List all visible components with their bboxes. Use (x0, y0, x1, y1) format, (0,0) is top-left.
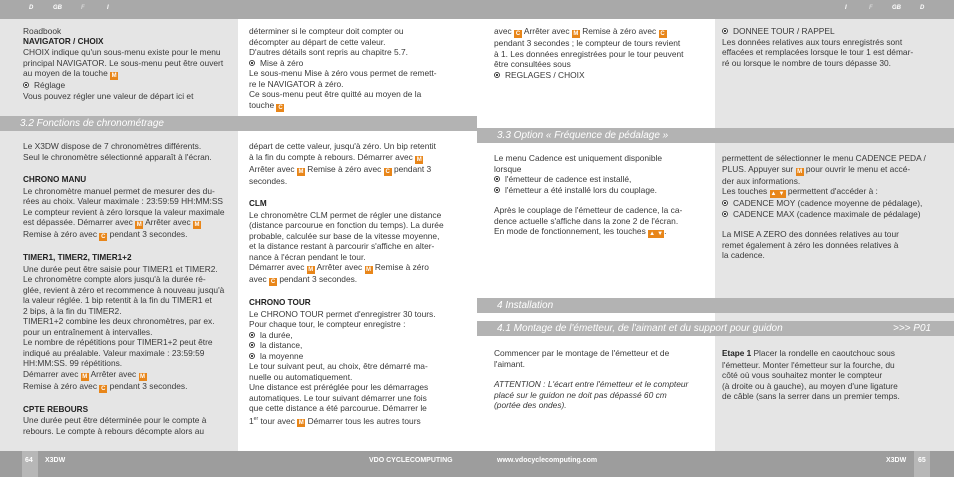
section-heading-3-2: 3.2 Fonctions de chronométrage (0, 116, 477, 131)
left-col1-main: Le X3DW dispose de 7 chronomètres différents. Seul le chronomètre sélectionné apparaît à l'écran. CHRONO MANU Le chronomètre manuel permet de mesurer des du- rées au choix. Valeur maximale : 23:59:59 HH:MM:SS Le compteur revient à zéro lorsque la valeur maximale est dépassée. Démarrer avec M Arrêter avec M Remise à zéro avec C pendant 3 secondes. TIMER1, TIMER2, TIMER1+2 Une durée peut être saisie pour TIMER1 et TIMER2. Le chronomètre compte alors jusqu'à la durée ré- glée, revient à zéro et recommence à nouveau jusqu'à la valeur réglée. 1 bip retentit à la fin du TIMER1 et 2 bips, à la fin du TIMER2. TIMER1+2 combine les deux chronomètres, par ex. pour un entraînement à intervalles. Le nombre de répétitions pour TIMER1+2 peut être indiqué au préalable. Valeur maximale : 23:59:59 HH:MM:SS. 99 répétitions. Démarrer avec M Arrêter avec M Remise à zéro avec C pendant 3 secondes. CPTE REBOURS Une durée peut être déterminée pour le compte à rebours. Le compte à rebours décompte alors au (23, 141, 236, 436)
section-heading-3-3: 3.3 Option « Fréquence de pédalage » (477, 128, 954, 143)
text-line: que cette distance a été parcourue. Démarrer le (249, 403, 427, 413)
down-key-icon: ▼ (778, 191, 785, 197)
text-line: au moyen de la touche (23, 68, 108, 78)
text-line: (distance parcourue en fonction du temps). La durée (249, 220, 444, 230)
text-line: TIMER1+2 combine les deux chronomètres, par ex. (23, 316, 215, 326)
m-key-icon: M (140, 373, 146, 380)
text-line: effacées et remplacées lorsque le tour 1 est démar- (722, 47, 914, 57)
m-key-icon: M (573, 31, 579, 37)
c-key-icon: C (101, 234, 106, 240)
text-line: la valeur réglée. 1 bip retentit à la fin du TIMER1 et (23, 295, 212, 305)
text-line: l'aimant. (494, 358, 525, 369)
bullet-text: Mise à zéro (260, 57, 304, 68)
text-line: Le X3DW dispose de 7 chronomètres différents. (23, 141, 202, 151)
text-line: pendant 3 secondes ; le compteur de tours revient (494, 38, 681, 48)
text-line: de câble (sans la serrer dans un premier temps. (722, 391, 900, 401)
text-line: Le nombre de répétitions pour TIMER1+2 peut être (23, 337, 213, 347)
m-key-icon: M (298, 168, 304, 175)
header-bar-right (477, 0, 954, 19)
text-line: départ de cette valeur, jusqu'à zéro. Un bip retentit (249, 141, 436, 151)
page-reference: >>> P01 (893, 323, 932, 334)
text-line: nuelle ou automatiquement. (249, 371, 353, 382)
text-line: Le compteur revient à zéro lorsque la valeur maximale (23, 206, 225, 217)
text-line: Le chronomètre CLM permet de régler une distance (249, 209, 442, 220)
text-line: La MISE A ZERO des données relatives au tour (722, 229, 899, 239)
text-line: automatiques. Le tour suivant démarrer une fois (249, 392, 427, 403)
footer-model-right: X3DW (886, 457, 907, 464)
page-number-box-left (22, 451, 38, 477)
text-line: Le CHRONO TOUR permet d'enregistrer 30 tours. (249, 308, 436, 319)
text-line: Une durée peut être saisie pour TIMER1 et TIMER2. (23, 263, 218, 274)
right-col4-top: DONNEE TOUR / RAPPEL Les données relatives aux tours enregistrés sont effacées et remplacées lorsque le tour 1 est démar- ré ou lorsque le nombre de tours dépasse 30. (722, 26, 950, 68)
subheading: CHRONO TOUR (249, 298, 311, 307)
text-line: côté où vous souhaitez monter le compteur (722, 370, 883, 380)
text-line: Les données relatives aux tours enregistrés sont (722, 36, 903, 47)
text-line: décompter au départ de cette valeur. (249, 36, 386, 47)
text-line: l'émetteur. Monter l'émetteur sur la fourche, du (722, 359, 895, 370)
text-line: et la distance restant à parcourir s'affiche en alter- (249, 241, 435, 251)
text-line: Une durée peut être déterminée pour le compte à (23, 415, 207, 425)
text-line: glée, revient à zéro et recommence à nouveau jusqu'à (23, 284, 225, 295)
bullet-icon (722, 200, 728, 206)
c-key-icon: C (101, 385, 106, 392)
bullet-icon (722, 28, 728, 34)
lang-gb-right: GB (892, 5, 901, 11)
c-key-icon: C (660, 31, 665, 37)
text-line: pour un entraînement à intervalles. (23, 326, 153, 337)
text-line: rebours. Le compte à rebours décompte alors au (23, 425, 205, 436)
right-col3-main: Le menu Cadence est uniquement disponible lorsque l'émetteur de cadence est installé, l'émetteur a été installé lors du couplage. Après le couplage de l'émetteur de cadence, la ca- dence actuelle s'affiche dans la zone 2 de l'écran. En mode de fonctionnement, les touches ▲ ▼. (494, 153, 714, 238)
page-number-left: 64 (25, 457, 33, 464)
text-line: Ce sous-menu peut être quitté au moyen de la (249, 89, 422, 99)
left-col2-top (249, 26, 474, 112)
down-key-icon: ▼ (657, 231, 664, 237)
lang-i-left: I (107, 5, 109, 11)
up-key-icon: ▲ (649, 231, 656, 237)
text-line: déterminer si le compteur doit compter ou (249, 26, 404, 36)
text-line: Le sous-menu Mise à zéro vous permet de remett- (249, 68, 437, 78)
footer-url: www.vdocyclecomputing.com (497, 457, 598, 464)
bullet-icon (249, 353, 255, 359)
text-line: Roadbook (23, 26, 62, 36)
text-line: Commencer par le montage de l'émetteur et de (494, 348, 670, 358)
text-line: Le tour suivant peut, au choix, être démarré ma- (249, 361, 428, 371)
m-key-icon: M (82, 373, 88, 380)
text-line: dence actuelle s'affiche dans la zone 2 de l'écran. (494, 215, 679, 226)
text-line: CHOIX indique qu'un sous-menu existe pour le menu (23, 47, 221, 57)
warning-text: placé sur le guidon ne doit pas dépassé 60 cm (494, 389, 667, 400)
step-heading: Etape 1 (722, 349, 752, 358)
c-key-icon: C (385, 168, 390, 175)
text-line: der aux informations. (722, 175, 801, 186)
lang-gb-left: GB (53, 5, 62, 11)
left-col2-main: départ de cette valeur, jusqu'à zéro. Un bip retentit à la fin du compte à rebours. Démarrer avec M Arrêter avec M Remise à zéro avec C pendant 3 secondes. CLM Le chronomètre CLM permet de régler une distance (distance parcourue en fonction du temps). La durée probable, calculée sur base de la vitesse moyenne, et la distance restant à parcourir s'affiche en alter- nance à l'écran pendant le tour. Démarrer avec M Arrêter avec M Remise à zéro avec C pendant 3 secondes. CHRONO TOUR Le CHRONO TOUR permet d'enregistrer 30 tours. Pour chaque tour, le compteur enregistre : la durée, la distance, la moyenne Le tour suivant peut, au choix, être démarré ma- nuelle ou automatiquement. Une distance est préréglée pour les démarrages automatiques. Le tour suivant démarrer une fois que cette distance a été parcourue. Démarrer le 1er tour avec M Démarrer tous les autres tours (249, 141, 474, 427)
footer-bar-right (477, 451, 954, 477)
warning-text: (portée des ondes). (494, 400, 567, 410)
c-key-icon: C (278, 104, 283, 111)
text-line: indiqué au préalable. Valeur maximale : 23:59:59 (23, 347, 205, 358)
subheading: TIMER1, TIMER2, TIMER1+2 (23, 253, 132, 262)
m-key-icon: M (797, 168, 803, 175)
text-line: 2 bips, à la fin du TIMER2. (23, 305, 122, 316)
right-col3-bottom (494, 348, 714, 411)
subheading: CLM (249, 199, 267, 208)
footer-bar-left (0, 451, 477, 477)
text-line: secondes. (249, 175, 288, 186)
text-line: HH:MM:SS. 99 répétitions. (23, 358, 123, 368)
text-line: principal NAVIGATOR. Le sous-menu peut être ouvert (23, 57, 224, 68)
up-key-icon: ▲ (770, 191, 777, 197)
m-key-icon: M (111, 73, 117, 79)
c-key-icon: C (270, 279, 276, 285)
lang-d-left: D (29, 5, 34, 11)
bullet-icon (494, 187, 500, 193)
text-line: remet également à zéro les données relatives à (722, 239, 899, 250)
bullet-icon (494, 176, 500, 182)
text-line: Seul le chronomètre sélectionné apparaît à l'écran. (23, 151, 212, 162)
text-line: permettent de sélectionner le menu CADENCE PEDA / (722, 153, 926, 163)
text-line: Le chronomètre compte alors jusqu'à la durée ré- (23, 274, 206, 284)
text-line: Le chronomètre manuel permet de mesurer des du- (23, 185, 215, 196)
m-key-icon: M (416, 156, 422, 163)
bullet-icon (23, 82, 29, 88)
text-line: touche (249, 99, 275, 110)
text-line: Une distance est préréglée pour les démarrages (249, 382, 429, 392)
m-key-icon: M (298, 420, 304, 427)
bullet-icon (249, 332, 255, 338)
right-col4-bottom: Etape 1 Placer la rondelle en caoutchouc sous l'émetteur. Monter l'émetteur sur la fourche, du côté où vous souhaitez monter le compteur (à droite ou à gauche), au moyen d'une ligature de câble (sans la serrer dans un premier temps. (722, 348, 950, 402)
subheading: CPTE REBOURS (23, 404, 89, 414)
text-line: probable, calculée sur base de la vitesse moyenne, (249, 230, 440, 241)
page-number-box-right (914, 451, 930, 477)
subheading: NAVIGATOR / CHOIX (23, 36, 104, 46)
bullet-icon (722, 211, 728, 217)
section-heading-4-1: 4.1 Montage de l'émetteur, de l'aimant et du support pour guidon >>> P01 (477, 321, 954, 336)
bullet-icon (249, 342, 255, 348)
text-line: à 1. Les données enregistrées pour le tour peuvent (494, 48, 684, 59)
text-line: Pour chaque tour, le compteur enregistre : (249, 319, 406, 329)
text-line: (à droite ou à gauche), au moyen d'une ligature (722, 380, 898, 391)
text-line: être consultées sous (494, 59, 571, 69)
header-bar-left (0, 0, 477, 19)
text-line: D'autres détails sont repris au chapitre 5.7. (249, 47, 408, 57)
section-heading-4: 4 Installation (477, 298, 954, 313)
text-line: Vous pouvez régler une valeur de départ ici et (23, 90, 194, 101)
c-key-icon: C (515, 31, 521, 37)
lang-f-left: F (81, 5, 85, 11)
m-key-icon: M (366, 267, 372, 273)
text-line: rées au choix. Valeur maximale : 23:59:59 HH:MM:SS (23, 196, 223, 206)
footer-brand: VDO CYCLECOMPUTING (369, 457, 453, 464)
right-col3-top: avec C Arrêter avec M Remise à zéro avec C pendant 3 secondes ; le compteur de tours revient à 1. Les données enregistrées pour le tour peuvent être consultées sous REGLAGES / CHOIX (494, 26, 714, 80)
text-line: Le menu Cadence est uniquement disponible (494, 153, 663, 163)
bullet-icon (249, 60, 255, 66)
bullet-text: Réglage (34, 80, 66, 90)
m-key-icon: M (194, 222, 200, 228)
m-key-icon: M (136, 222, 142, 228)
text-line: ré ou lorsque le nombre de tours dépasse 30. (722, 57, 892, 68)
text-line: nance à l'écran pendant le tour. (249, 251, 366, 262)
lang-f-right: F (869, 5, 873, 11)
text-line: re le NAVIGATOR à zéro. (249, 78, 344, 89)
footer-model-left: X3DW (45, 457, 66, 464)
text-line: Après le couplage de l'émetteur de cadence, la ca- (494, 205, 683, 215)
bullet-icon (494, 72, 500, 78)
lang-d-right: D (920, 5, 925, 11)
text-line: la cadence. (722, 250, 765, 260)
subheading: CHRONO MANU (23, 175, 87, 184)
text-line: lorsque (494, 163, 522, 174)
right-col4-main: permettent de sélectionner le menu CADENCE PEDA / PLUS. Appuyer sur M pour ouvrir le menu et accé- der aux informations. Les touches ▲ ▼ permettent d'accéder à : CADENCE MOY (cadence moyenne de pédalage), CADENCE MAX (cadence maximale de pédalage) La MISE A ZERO des données relatives au tour remet également à zéro les données relatives à la cadence. (722, 153, 950, 261)
page-number-right: 65 (918, 457, 926, 464)
m-key-icon: M (308, 267, 314, 273)
warning-text: ATTENTION : L'écart entre l'émetteur et le compteur (494, 379, 689, 389)
lang-i-right: I (845, 5, 847, 11)
left-col1-top (23, 26, 235, 101)
